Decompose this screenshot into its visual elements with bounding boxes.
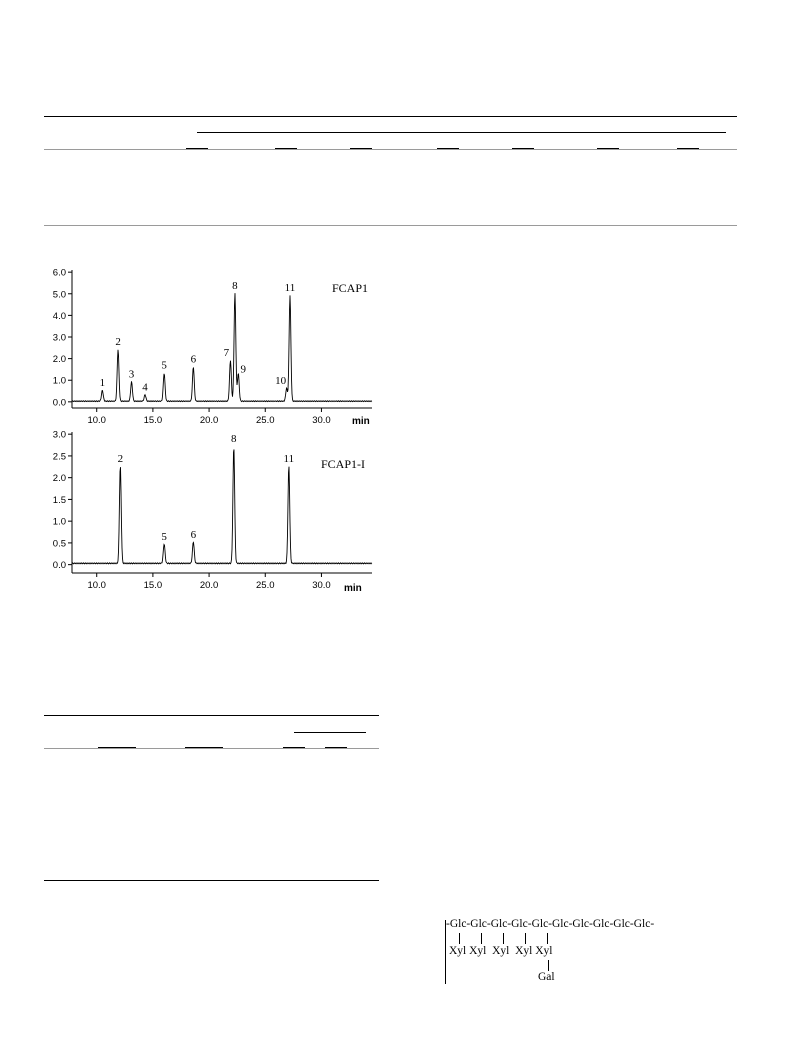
x-tick-label: 15.0: [143, 580, 163, 591]
peak-label: 9: [240, 363, 247, 376]
peak-label: 3: [128, 368, 135, 381]
chromatogram-figure: [36, 262, 378, 596]
x-axis-unit: min: [352, 416, 370, 427]
table-1-bottom-rule: [44, 225, 737, 226]
x-tick-label: 15.0: [143, 415, 163, 426]
y-tick-label: 2.5: [52, 451, 66, 463]
y-tick-label: 1.5: [52, 494, 66, 506]
y-tick-label: 1.0: [52, 516, 66, 528]
peak-label: 2: [115, 335, 121, 348]
branch-link: [525, 933, 526, 944]
table-2-header-rule: [44, 748, 379, 749]
y-tick-label: 3.0: [52, 332, 66, 344]
peak-label: 5: [161, 359, 167, 372]
y-tick-label: 6.0: [52, 267, 66, 279]
table-1-top-rule: [44, 116, 737, 117]
y-tick-label: 2.0: [52, 473, 66, 485]
peak-label: 8: [231, 433, 237, 446]
table-1-header-rule: [44, 149, 737, 150]
peak-label: 5: [161, 531, 167, 544]
branch-link: [547, 933, 548, 944]
branch-link: [548, 960, 549, 971]
structure-diagram: [445, 918, 745, 986]
y-tick-label: 2.0: [52, 354, 66, 366]
panel-fcap1: [53, 268, 372, 427]
table-2-bottom-rule: [44, 880, 379, 881]
x-tick-label: 20.0: [199, 580, 219, 591]
x-tick-label: 25.0: [256, 580, 275, 591]
peak-label: 6: [190, 353, 197, 366]
table-2-group-rule: [294, 732, 366, 733]
peak-label: 8: [232, 279, 238, 292]
peak-label: 11: [283, 452, 295, 465]
y-tick-label: 0.5: [52, 538, 66, 550]
peak-label: 1: [99, 377, 106, 390]
y-tick-label: 3.0: [52, 429, 66, 441]
panel-fcap1-i: [53, 430, 372, 594]
panel-label: FCAP1-I: [321, 457, 366, 471]
table-2-top-rule: [44, 715, 379, 716]
x-tick-label: 10.0: [87, 415, 106, 426]
x-tick-label: 30.0: [312, 415, 331, 426]
peak-label: 7: [223, 346, 230, 359]
y-tick-label: 5.0: [52, 289, 66, 301]
galactose-branch: Gal: [538, 971, 555, 983]
branch-link: [503, 933, 504, 944]
glucan-backbone: -Glc-Glc-Glc-Glc-Glc-Glc-Glc-Glc-Glc-Glc-: [446, 918, 655, 930]
x-tick-label: 10.0: [87, 580, 106, 591]
branch-link: [481, 933, 482, 944]
peak-label: 6: [190, 528, 197, 541]
table-1-group-rule: [197, 132, 726, 133]
x-tick-label: 20.0: [199, 415, 219, 426]
x-axis-unit: min: [344, 583, 362, 594]
y-tick-label: 4.0: [52, 310, 66, 322]
branch-link: [459, 933, 460, 944]
x-tick-label: 25.0: [256, 415, 275, 426]
x-tick-label: 30.0: [312, 580, 331, 591]
peak-label: 11: [284, 281, 296, 294]
peak-label: 2: [117, 452, 124, 465]
y-tick-label: 0.0: [52, 560, 66, 572]
xylose-branches: Xyl Xyl Xyl Xyl Xyl: [449, 945, 553, 957]
y-tick-label: 1.0: [52, 375, 66, 387]
y-tick-label: 0.0: [52, 397, 66, 409]
peak-label: 10: [275, 374, 287, 387]
peak-label: 4: [142, 381, 148, 394]
panel-label: FCAP1: [332, 281, 369, 295]
